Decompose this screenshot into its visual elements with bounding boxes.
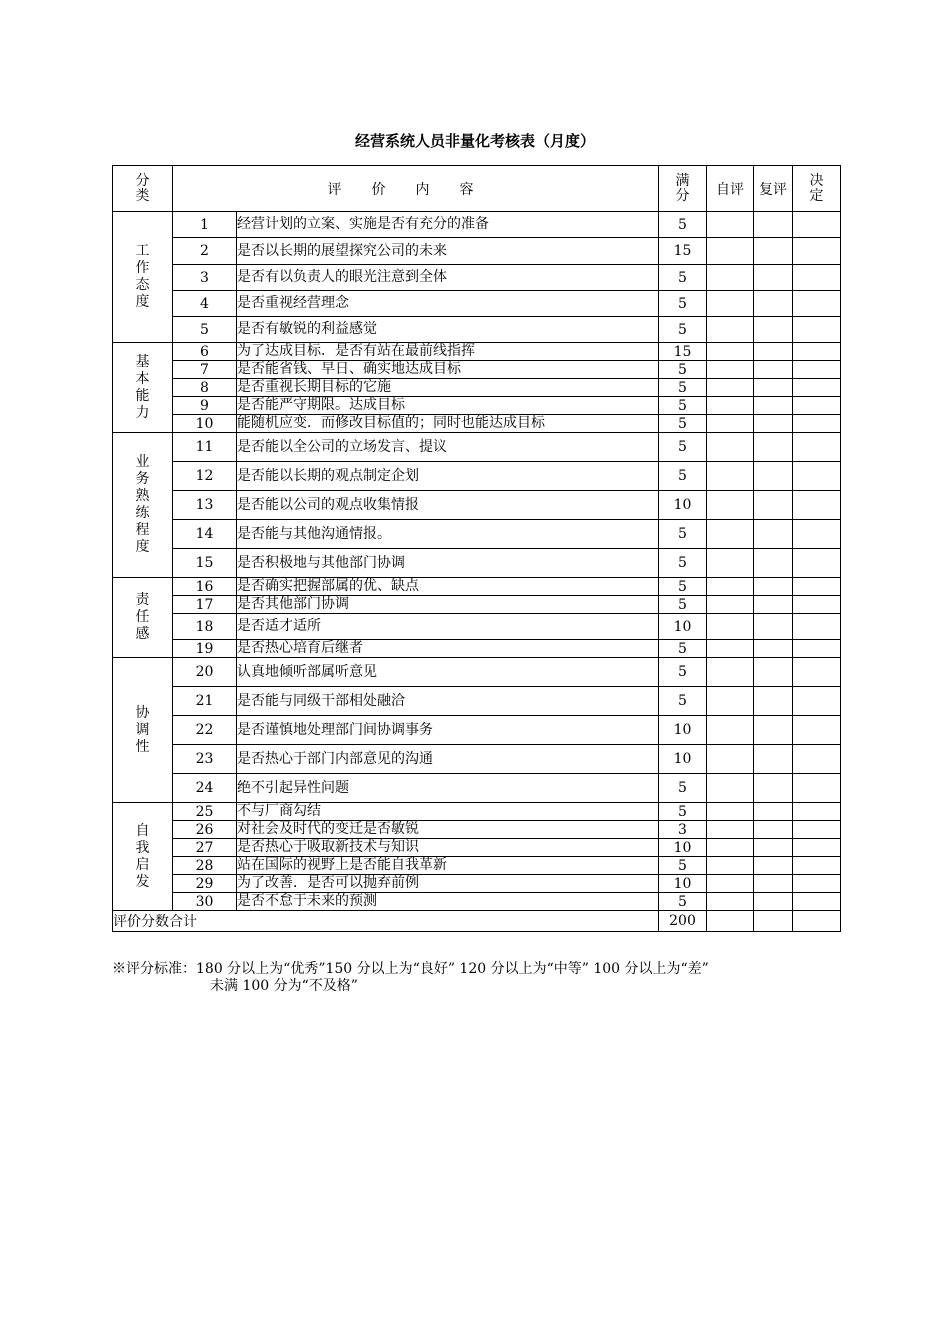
item-text: 经营计划的立案、实施是否有充分的准备 xyxy=(237,212,659,238)
re-eval-cell[interactable] xyxy=(754,893,793,911)
table-row xyxy=(113,803,841,821)
table-row xyxy=(113,520,841,549)
item-text: 是否能与同级干部相处融洽 xyxy=(237,687,659,716)
table-row xyxy=(113,774,841,803)
re-eval-cell[interactable] xyxy=(754,379,793,397)
item-full-score: 15 xyxy=(659,343,707,361)
self-eval-cell[interactable] xyxy=(707,265,754,291)
decision-cell[interactable] xyxy=(793,839,841,857)
item-number: 23 xyxy=(173,745,237,774)
item-number: 28 xyxy=(173,857,237,875)
re-eval-cell[interactable] xyxy=(754,317,793,343)
item-number: 12 xyxy=(173,462,237,491)
table-row xyxy=(113,658,841,687)
item-number: 25 xyxy=(173,803,237,821)
decision-cell[interactable] xyxy=(793,596,841,614)
item-number: 18 xyxy=(173,614,237,640)
total-score: 200 xyxy=(659,911,707,932)
decision-cell[interactable] xyxy=(793,640,841,658)
table-row xyxy=(113,821,841,839)
item-full-score: 5 xyxy=(659,415,707,433)
self-eval-cell[interactable] xyxy=(707,491,754,520)
re-eval-cell[interactable] xyxy=(754,433,793,462)
item-full-score: 10 xyxy=(659,745,707,774)
re-eval-cell[interactable] xyxy=(754,291,793,317)
decision-cell[interactable] xyxy=(793,343,841,361)
re-eval-cell[interactable] xyxy=(754,549,793,578)
decision-cell[interactable] xyxy=(793,745,841,774)
total-label: 评价分数合计 xyxy=(113,911,659,932)
scoring-note-line1: ※评分标准：180 分以上为“优秀”150 分以上为“良好” 120 分以上为“中等” 100 分以上为“差” xyxy=(112,961,709,977)
self-eval-cell[interactable] xyxy=(707,821,754,839)
category-cell xyxy=(113,212,173,343)
item-text: 是否能以全公司的立场发言、提议 xyxy=(237,433,659,462)
category-cell xyxy=(113,433,173,578)
decision-cell[interactable] xyxy=(793,893,841,911)
category-label: 基 本 能 力 xyxy=(135,353,150,421)
item-full-score: 5 xyxy=(659,687,707,716)
item-full-score: 5 xyxy=(659,857,707,875)
self-eval-cell[interactable] xyxy=(707,379,754,397)
scoring-note xyxy=(112,961,709,995)
re-eval-cell[interactable] xyxy=(754,774,793,803)
re-eval-cell[interactable] xyxy=(754,803,793,821)
item-text: 是否谨慎地处理部门间协调事务 xyxy=(237,716,659,745)
item-full-score: 10 xyxy=(659,839,707,857)
table-row xyxy=(113,291,841,317)
table-row xyxy=(113,491,841,520)
item-text: 是否能严守期限。达成目标 xyxy=(237,397,659,415)
item-number: 1 xyxy=(173,212,237,238)
total-re-eval[interactable] xyxy=(754,911,793,932)
decision-cell[interactable] xyxy=(793,238,841,265)
item-number: 22 xyxy=(173,716,237,745)
item-full-score: 5 xyxy=(659,658,707,687)
category-cell xyxy=(113,658,173,803)
item-number: 2 xyxy=(173,238,237,265)
self-eval-cell[interactable] xyxy=(707,596,754,614)
item-text: 为了达成目标．是否有站在最前线指挥 xyxy=(237,343,659,361)
re-eval-cell[interactable] xyxy=(754,821,793,839)
table-row xyxy=(113,265,841,291)
self-eval-cell[interactable] xyxy=(707,839,754,857)
re-eval-cell[interactable] xyxy=(754,687,793,716)
decision-cell[interactable] xyxy=(793,379,841,397)
item-number: 19 xyxy=(173,640,237,658)
item-text: 是否热心培育后继者 xyxy=(237,640,659,658)
item-text: 能随机应变．而修改目标值的；同时也能达成目标 xyxy=(237,415,659,433)
decision-cell[interactable] xyxy=(793,415,841,433)
item-full-score: 5 xyxy=(659,397,707,415)
re-eval-cell[interactable] xyxy=(754,658,793,687)
item-full-score: 5 xyxy=(659,549,707,578)
table-row xyxy=(113,379,841,397)
item-number: 13 xyxy=(173,491,237,520)
decision-cell[interactable] xyxy=(793,716,841,745)
item-full-score: 5 xyxy=(659,520,707,549)
item-number: 7 xyxy=(173,361,237,379)
re-eval-cell[interactable] xyxy=(754,875,793,893)
item-text: 是否热心于部门内部意见的沟通 xyxy=(237,745,659,774)
item-number: 15 xyxy=(173,549,237,578)
table-row xyxy=(113,596,841,614)
re-eval-cell[interactable] xyxy=(754,596,793,614)
decision-cell[interactable] xyxy=(793,520,841,549)
item-number: 5 xyxy=(173,317,237,343)
table-row xyxy=(113,839,841,857)
item-full-score: 5 xyxy=(659,317,707,343)
decision-cell[interactable] xyxy=(793,491,841,520)
self-eval-cell[interactable] xyxy=(707,716,754,745)
item-number: 17 xyxy=(173,596,237,614)
category-cell xyxy=(113,803,173,911)
item-text: 是否热心于吸取新技术与知识 xyxy=(237,839,659,857)
category-label: 业 务 熟 练 程 度 xyxy=(135,454,150,555)
table-row xyxy=(113,640,841,658)
self-eval-cell[interactable] xyxy=(707,857,754,875)
item-full-score: 10 xyxy=(659,875,707,893)
evaluation-table-body xyxy=(113,166,841,932)
item-number: 29 xyxy=(173,875,237,893)
item-full-score: 5 xyxy=(659,291,707,317)
re-eval-cell[interactable] xyxy=(754,839,793,857)
item-full-score: 10 xyxy=(659,491,707,520)
item-full-score: 5 xyxy=(659,596,707,614)
header-content: 评价内容 xyxy=(173,166,659,212)
decision-cell[interactable] xyxy=(793,578,841,596)
re-eval-cell[interactable] xyxy=(754,212,793,238)
table-row xyxy=(113,875,841,893)
item-text: 是否能以公司的观点收集情报 xyxy=(237,491,659,520)
item-number: 3 xyxy=(173,265,237,291)
item-text: 是否能省钱、早日、确实地达成目标 xyxy=(237,361,659,379)
item-number: 8 xyxy=(173,379,237,397)
item-full-score: 5 xyxy=(659,361,707,379)
item-number: 6 xyxy=(173,343,237,361)
header-row xyxy=(113,166,841,212)
decision-cell[interactable] xyxy=(793,549,841,578)
decision-cell[interactable] xyxy=(793,265,841,291)
item-text: 是否积极地与其他部门协调 xyxy=(237,549,659,578)
self-eval-cell[interactable] xyxy=(707,238,754,265)
item-full-score: 5 xyxy=(659,640,707,658)
item-full-score: 3 xyxy=(659,821,707,839)
re-eval-cell[interactable] xyxy=(754,397,793,415)
self-eval-cell[interactable] xyxy=(707,415,754,433)
table-row xyxy=(113,857,841,875)
total-decision[interactable] xyxy=(793,911,841,932)
item-number: 30 xyxy=(173,893,237,911)
item-full-score: 5 xyxy=(659,893,707,911)
item-number: 4 xyxy=(173,291,237,317)
self-eval-cell[interactable] xyxy=(707,549,754,578)
self-eval-cell[interactable] xyxy=(707,640,754,658)
table-row xyxy=(113,745,841,774)
decision-cell[interactable] xyxy=(793,361,841,379)
table-row xyxy=(113,343,841,361)
scoring-note-line2: 未满 100 分为“不及格” xyxy=(210,978,358,994)
decision-cell[interactable] xyxy=(793,212,841,238)
self-eval-cell[interactable] xyxy=(707,614,754,640)
re-eval-cell[interactable] xyxy=(754,578,793,596)
decision-cell[interactable] xyxy=(793,462,841,491)
item-number: 27 xyxy=(173,839,237,857)
item-text: 不与厂商勾结 xyxy=(237,803,659,821)
re-eval-cell[interactable] xyxy=(754,265,793,291)
item-number: 14 xyxy=(173,520,237,549)
self-eval-cell[interactable] xyxy=(707,774,754,803)
self-eval-cell[interactable] xyxy=(707,291,754,317)
re-eval-cell[interactable] xyxy=(754,361,793,379)
re-eval-cell[interactable] xyxy=(754,491,793,520)
decision-cell[interactable] xyxy=(793,687,841,716)
category-label: 自 我 启 发 xyxy=(135,822,150,890)
item-full-score: 10 xyxy=(659,716,707,745)
category-label: 工 作 态 度 xyxy=(135,243,150,310)
table-row xyxy=(113,614,841,640)
table-row xyxy=(113,578,841,596)
item-text: 是否能以长期的观点制定企划 xyxy=(237,462,659,491)
self-eval-cell[interactable] xyxy=(707,578,754,596)
re-eval-cell[interactable] xyxy=(754,614,793,640)
item-full-score: 5 xyxy=(659,265,707,291)
self-eval-cell[interactable] xyxy=(707,745,754,774)
decision-cell[interactable] xyxy=(793,821,841,839)
item-text: 对社会及时代的变迁是否敏锐 xyxy=(237,821,659,839)
self-eval-cell[interactable] xyxy=(707,658,754,687)
header-re-eval: 复评 xyxy=(754,166,793,212)
item-number: 24 xyxy=(173,774,237,803)
self-eval-cell[interactable] xyxy=(707,875,754,893)
item-text: 是否有以负责人的眼光注意到全体 xyxy=(237,265,659,291)
self-eval-cell[interactable] xyxy=(707,687,754,716)
item-number: 26 xyxy=(173,821,237,839)
self-eval-cell[interactable] xyxy=(707,893,754,911)
table-row xyxy=(113,238,841,265)
item-number: 11 xyxy=(173,433,237,462)
item-full-score: 15 xyxy=(659,238,707,265)
decision-cell[interactable] xyxy=(793,433,841,462)
re-eval-cell[interactable] xyxy=(754,745,793,774)
table-row xyxy=(113,716,841,745)
table-row xyxy=(113,433,841,462)
header-category: 分 类 xyxy=(113,166,173,212)
item-number: 20 xyxy=(173,658,237,687)
item-number: 16 xyxy=(173,578,237,596)
self-eval-cell[interactable] xyxy=(707,361,754,379)
decision-cell[interactable] xyxy=(793,397,841,415)
table-row xyxy=(113,549,841,578)
decision-cell[interactable] xyxy=(793,803,841,821)
total-self-eval[interactable] xyxy=(707,911,754,932)
decision-cell[interactable] xyxy=(793,658,841,687)
item-text: 站在国际的视野上是否能自我革新 xyxy=(237,857,659,875)
item-full-score: 5 xyxy=(659,379,707,397)
re-eval-cell[interactable] xyxy=(754,343,793,361)
item-number: 10 xyxy=(173,415,237,433)
item-full-score: 5 xyxy=(659,212,707,238)
category-cell xyxy=(113,578,173,658)
item-number: 9 xyxy=(173,397,237,415)
item-full-score: 10 xyxy=(659,614,707,640)
item-full-score: 5 xyxy=(659,774,707,803)
table-row xyxy=(113,212,841,238)
total-row xyxy=(113,911,841,932)
item-number: 21 xyxy=(173,687,237,716)
decision-cell[interactable] xyxy=(793,291,841,317)
category-cell xyxy=(113,343,173,433)
re-eval-cell[interactable] xyxy=(754,462,793,491)
item-text: 是否适才适所 xyxy=(237,614,659,640)
self-eval-cell[interactable] xyxy=(707,397,754,415)
self-eval-cell[interactable] xyxy=(707,343,754,361)
table-row xyxy=(113,687,841,716)
self-eval-cell[interactable] xyxy=(707,803,754,821)
table-row xyxy=(113,462,841,491)
decision-cell[interactable] xyxy=(793,774,841,803)
item-full-score: 5 xyxy=(659,462,707,491)
table-row xyxy=(113,415,841,433)
decision-cell[interactable] xyxy=(793,857,841,875)
item-text: 是否确实把握部属的优、缺点 xyxy=(237,578,659,596)
header-full-score: 满 分 xyxy=(659,166,707,212)
item-text: 认真地倾听部属听意见 xyxy=(237,658,659,687)
header-self-eval: 自评 xyxy=(707,166,754,212)
item-text: 是否不怠于未来的预测 xyxy=(237,893,659,911)
item-full-score: 5 xyxy=(659,433,707,462)
page-title: 经营系统人员非量化考核表（月度） xyxy=(354,132,595,150)
decision-cell[interactable] xyxy=(793,875,841,893)
decision-cell[interactable] xyxy=(793,317,841,343)
table-row xyxy=(113,893,841,911)
item-text: 是否重视经营理念 xyxy=(237,291,659,317)
re-eval-cell[interactable] xyxy=(754,238,793,265)
self-eval-cell[interactable] xyxy=(707,520,754,549)
item-text: 是否能与其他沟通情报。 xyxy=(237,520,659,549)
header-decision: 决 定 xyxy=(793,166,841,212)
re-eval-cell[interactable] xyxy=(754,716,793,745)
self-eval-cell[interactable] xyxy=(707,462,754,491)
table-row xyxy=(113,397,841,415)
re-eval-cell[interactable] xyxy=(754,520,793,549)
item-text: 为了改善．是否可以抛弃前例 xyxy=(237,875,659,893)
item-full-score: 5 xyxy=(659,578,707,596)
evaluation-table xyxy=(112,165,841,932)
item-text: 是否有敏锐的利益感觉 xyxy=(237,317,659,343)
category-label: 协 调 性 xyxy=(135,704,150,755)
table-row xyxy=(113,317,841,343)
decision-cell[interactable] xyxy=(793,614,841,640)
self-eval-cell[interactable] xyxy=(707,317,754,343)
item-full-score: 5 xyxy=(659,803,707,821)
re-eval-cell[interactable] xyxy=(754,415,793,433)
item-text: 是否以长期的展望探究公司的未来 xyxy=(237,238,659,265)
self-eval-cell[interactable] xyxy=(707,212,754,238)
item-text: 绝不引起异性问题 xyxy=(237,774,659,803)
category-label: 责 任 感 xyxy=(135,592,150,642)
item-text: 是否重视长期目标的它施 xyxy=(237,379,659,397)
table-row xyxy=(113,361,841,379)
re-eval-cell[interactable] xyxy=(754,640,793,658)
re-eval-cell[interactable] xyxy=(754,857,793,875)
item-text: 是否其他部门协调 xyxy=(237,596,659,614)
self-eval-cell[interactable] xyxy=(707,433,754,462)
